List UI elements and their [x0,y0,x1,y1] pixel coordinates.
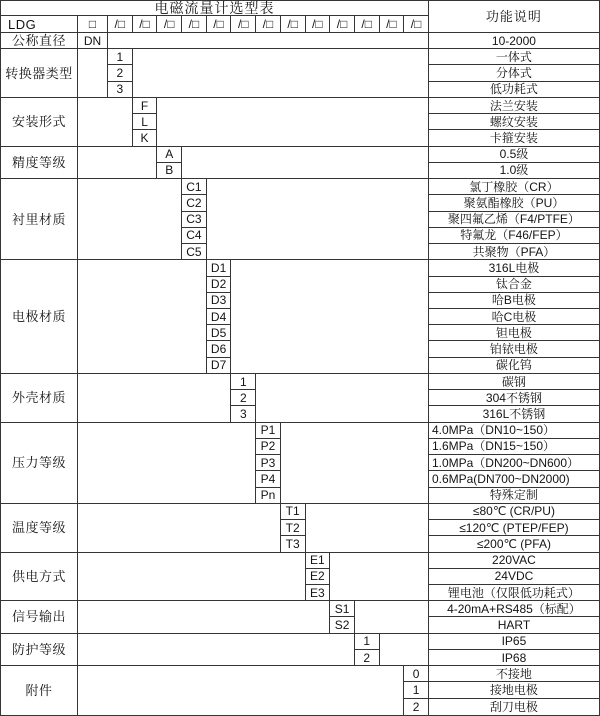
code-cell: 3 [231,406,256,422]
code-cell: 1 [355,634,380,650]
code-cell: D3 [207,293,232,309]
spacer-cell [78,260,207,374]
function-description-header: 功能说明 [429,1,599,33]
desc-cell: 钛合金 [429,277,599,293]
spacer-cell [207,179,429,260]
spacer-cell [78,147,157,179]
code-cell: 2 [108,65,133,81]
spacer-cell [306,504,429,553]
desc-cell: 316L不锈钢 [429,406,599,422]
code-cell: 2 [404,699,429,715]
section-label: 附件 [1,666,78,715]
desc-cell: ≤200℃ (PFA) [429,536,599,552]
desc-cell: 刮刀电极 [489,699,538,714]
code-cell: E1 [306,553,331,569]
code-cell: P1 [256,423,281,439]
code-cell: C1 [182,179,207,195]
spacer-cell [157,98,429,147]
desc-cell: 法兰安装 [429,98,599,114]
code-cell: 1 [404,682,429,698]
model-slot-box: /□ [108,16,133,33]
model-slot-box: /□ [133,16,158,33]
code-cell: P3 [256,455,281,471]
code-cell: C3 [182,212,207,228]
model-slot-box: /□ [207,16,232,33]
desc-cell: 卡箍安装 [429,130,599,146]
model-prefix: LDG [1,16,78,33]
desc-cell: 分体式 [429,65,599,81]
code-cell: 3 [108,82,133,98]
desc-cell: 24VDC [429,569,599,585]
section-label: 电极材质 [1,260,78,374]
desc-cell: 共聚物（PFA） [429,244,599,260]
model-slot-box: /□ [182,16,207,33]
code-cell: E3 [306,585,331,601]
model-slot-box: /□ [157,16,182,33]
code-cell: K [133,130,158,146]
spacer-cell [78,423,256,504]
model-slot-box: /□ [404,16,429,33]
desc-cell: 0.5级 [429,147,599,163]
model-slot-box: /□ [330,16,355,33]
code-cell: E2 [306,569,331,585]
spacer-cell [78,49,108,98]
spacer-cell [330,553,429,602]
spacer-cell [78,504,281,553]
code-cell: C5 [182,244,207,260]
code-cell: D4 [207,309,232,325]
section-label: 信号输出 [1,601,78,633]
code-cell: 0 [404,666,429,682]
model-slot-box: /□ [306,16,331,33]
section-label: 外壳材质 [1,374,78,423]
desc-cell: 1.0级 [429,163,599,179]
desc-cell: 特殊定制 [429,488,599,504]
code-cell: 2 [355,650,380,666]
code-cell: T2 [281,520,306,536]
section-label: 温度等级 [1,504,78,553]
spacer-cell [78,374,231,423]
desc-cell: 1.0MPa（DN200~DN600） [429,455,599,471]
code-cell: P4 [256,471,281,487]
desc-cell: IP65 [429,634,599,650]
desc-cell: 氯丁橡胶（CR） [429,179,599,195]
code-cell: D7 [207,358,232,374]
spacer-cell [78,666,404,715]
spacer-cell [78,98,133,147]
model-slot-box: /□ [281,16,306,33]
code-cell: A [157,147,182,163]
desc-cell: 1.6MPa（DN15~150） [429,439,599,455]
desc-cell: ≤120℃ (PTEP/FEP) [429,520,599,536]
desc-cell: 接地电极 [429,682,599,698]
desc-cell: 220VAC [429,553,599,569]
desc-cell: 0.6MPa(DN700~DN2000) [429,471,599,487]
desc-cell: 哈C电极 [429,309,599,325]
desc-cell: 哈B电极 [429,293,599,309]
code-cell: D6 [207,341,232,357]
code-cell: C2 [182,195,207,211]
model-slot-box: /□ [355,16,380,33]
code-cell: Pn [256,488,281,504]
code-cell: DN [78,33,108,49]
desc-cell: 碳钢 [429,374,599,390]
section-label: 精度等级 [1,147,78,179]
table-title: 电磁流量计选型表 [1,1,429,16]
model-first-box: □ [78,16,108,33]
spacer-cell [78,601,330,633]
code-cell: D5 [207,325,232,341]
spacer-cell [78,553,306,602]
desc-cell: 铂铱电极 [429,341,599,357]
section-label: 安装形式 [1,98,78,147]
code-cell: 1 [231,374,256,390]
desc-cell: 锂电池（仅限低功耗式） [429,585,599,601]
code-cell: P2 [256,439,281,455]
code-cell: C4 [182,228,207,244]
desc-cell: HART [429,617,599,633]
desc-cell: 钽电极 [429,325,599,341]
spacer-cell [281,423,429,504]
desc-cell: 聚四氟乙烯（F4/PTFE） [429,212,599,228]
spacer-cell [133,49,429,98]
desc-cell: 特氟龙（F46/FEP） [429,228,599,244]
desc-cell: 304不锈钢 [429,390,599,406]
code-cell: B [157,163,182,179]
code-cell: T1 [281,504,306,520]
code-cell: S1 [330,601,355,617]
code-cell: D2 [207,277,232,293]
model-slot-box: /□ [380,16,405,33]
section-label: 转换器类型 [1,49,78,98]
desc-cell: IP68 [429,650,599,666]
desc-cell: 螺纹安装 [429,114,599,130]
code-cell: T3 [281,536,306,552]
section-label: 防护等级 [1,634,78,666]
spacer-cell [78,634,355,666]
code-cell: 1 [108,49,133,65]
code-cell: F [133,98,158,114]
desc-cell: 10-2000 [429,33,599,49]
spacer-cell [380,634,429,666]
spacer-cell [182,147,429,179]
spacer-cell [231,260,429,374]
section-label: 压力等级 [1,423,78,504]
section-label: 供电方式 [1,553,78,602]
code-cell: L [133,114,158,130]
spacer-cell [108,33,429,49]
code-cell: 2 [231,390,256,406]
desc-cell: 不接地 [429,666,599,682]
spacer-cell [78,179,182,260]
desc-cell: 一体式 [429,49,599,65]
desc-cell: 4-20mA+RS485（标配） [429,601,599,617]
desc-cell: ≤80℃ (CR/PU) [429,504,599,520]
spacer-cell [256,374,429,423]
section-label: 公称直径 [1,33,78,49]
desc-cell: 碳化钨 [429,358,599,374]
model-slot-box: /□ [231,16,256,33]
desc-cell: 聚氨酯橡胶（PU） [429,195,599,211]
code-cell: S2 [330,617,355,633]
desc-cell: 316L电极 [429,260,599,276]
desc-cell: 4.0MPa（DN10~150） [429,423,599,439]
model-slot-box: /□ [256,16,281,33]
desc-cell: 低功耗式 [429,82,599,98]
spacer-cell [355,601,429,633]
section-label: 衬里材质 [1,179,78,260]
code-cell: D1 [207,260,232,276]
